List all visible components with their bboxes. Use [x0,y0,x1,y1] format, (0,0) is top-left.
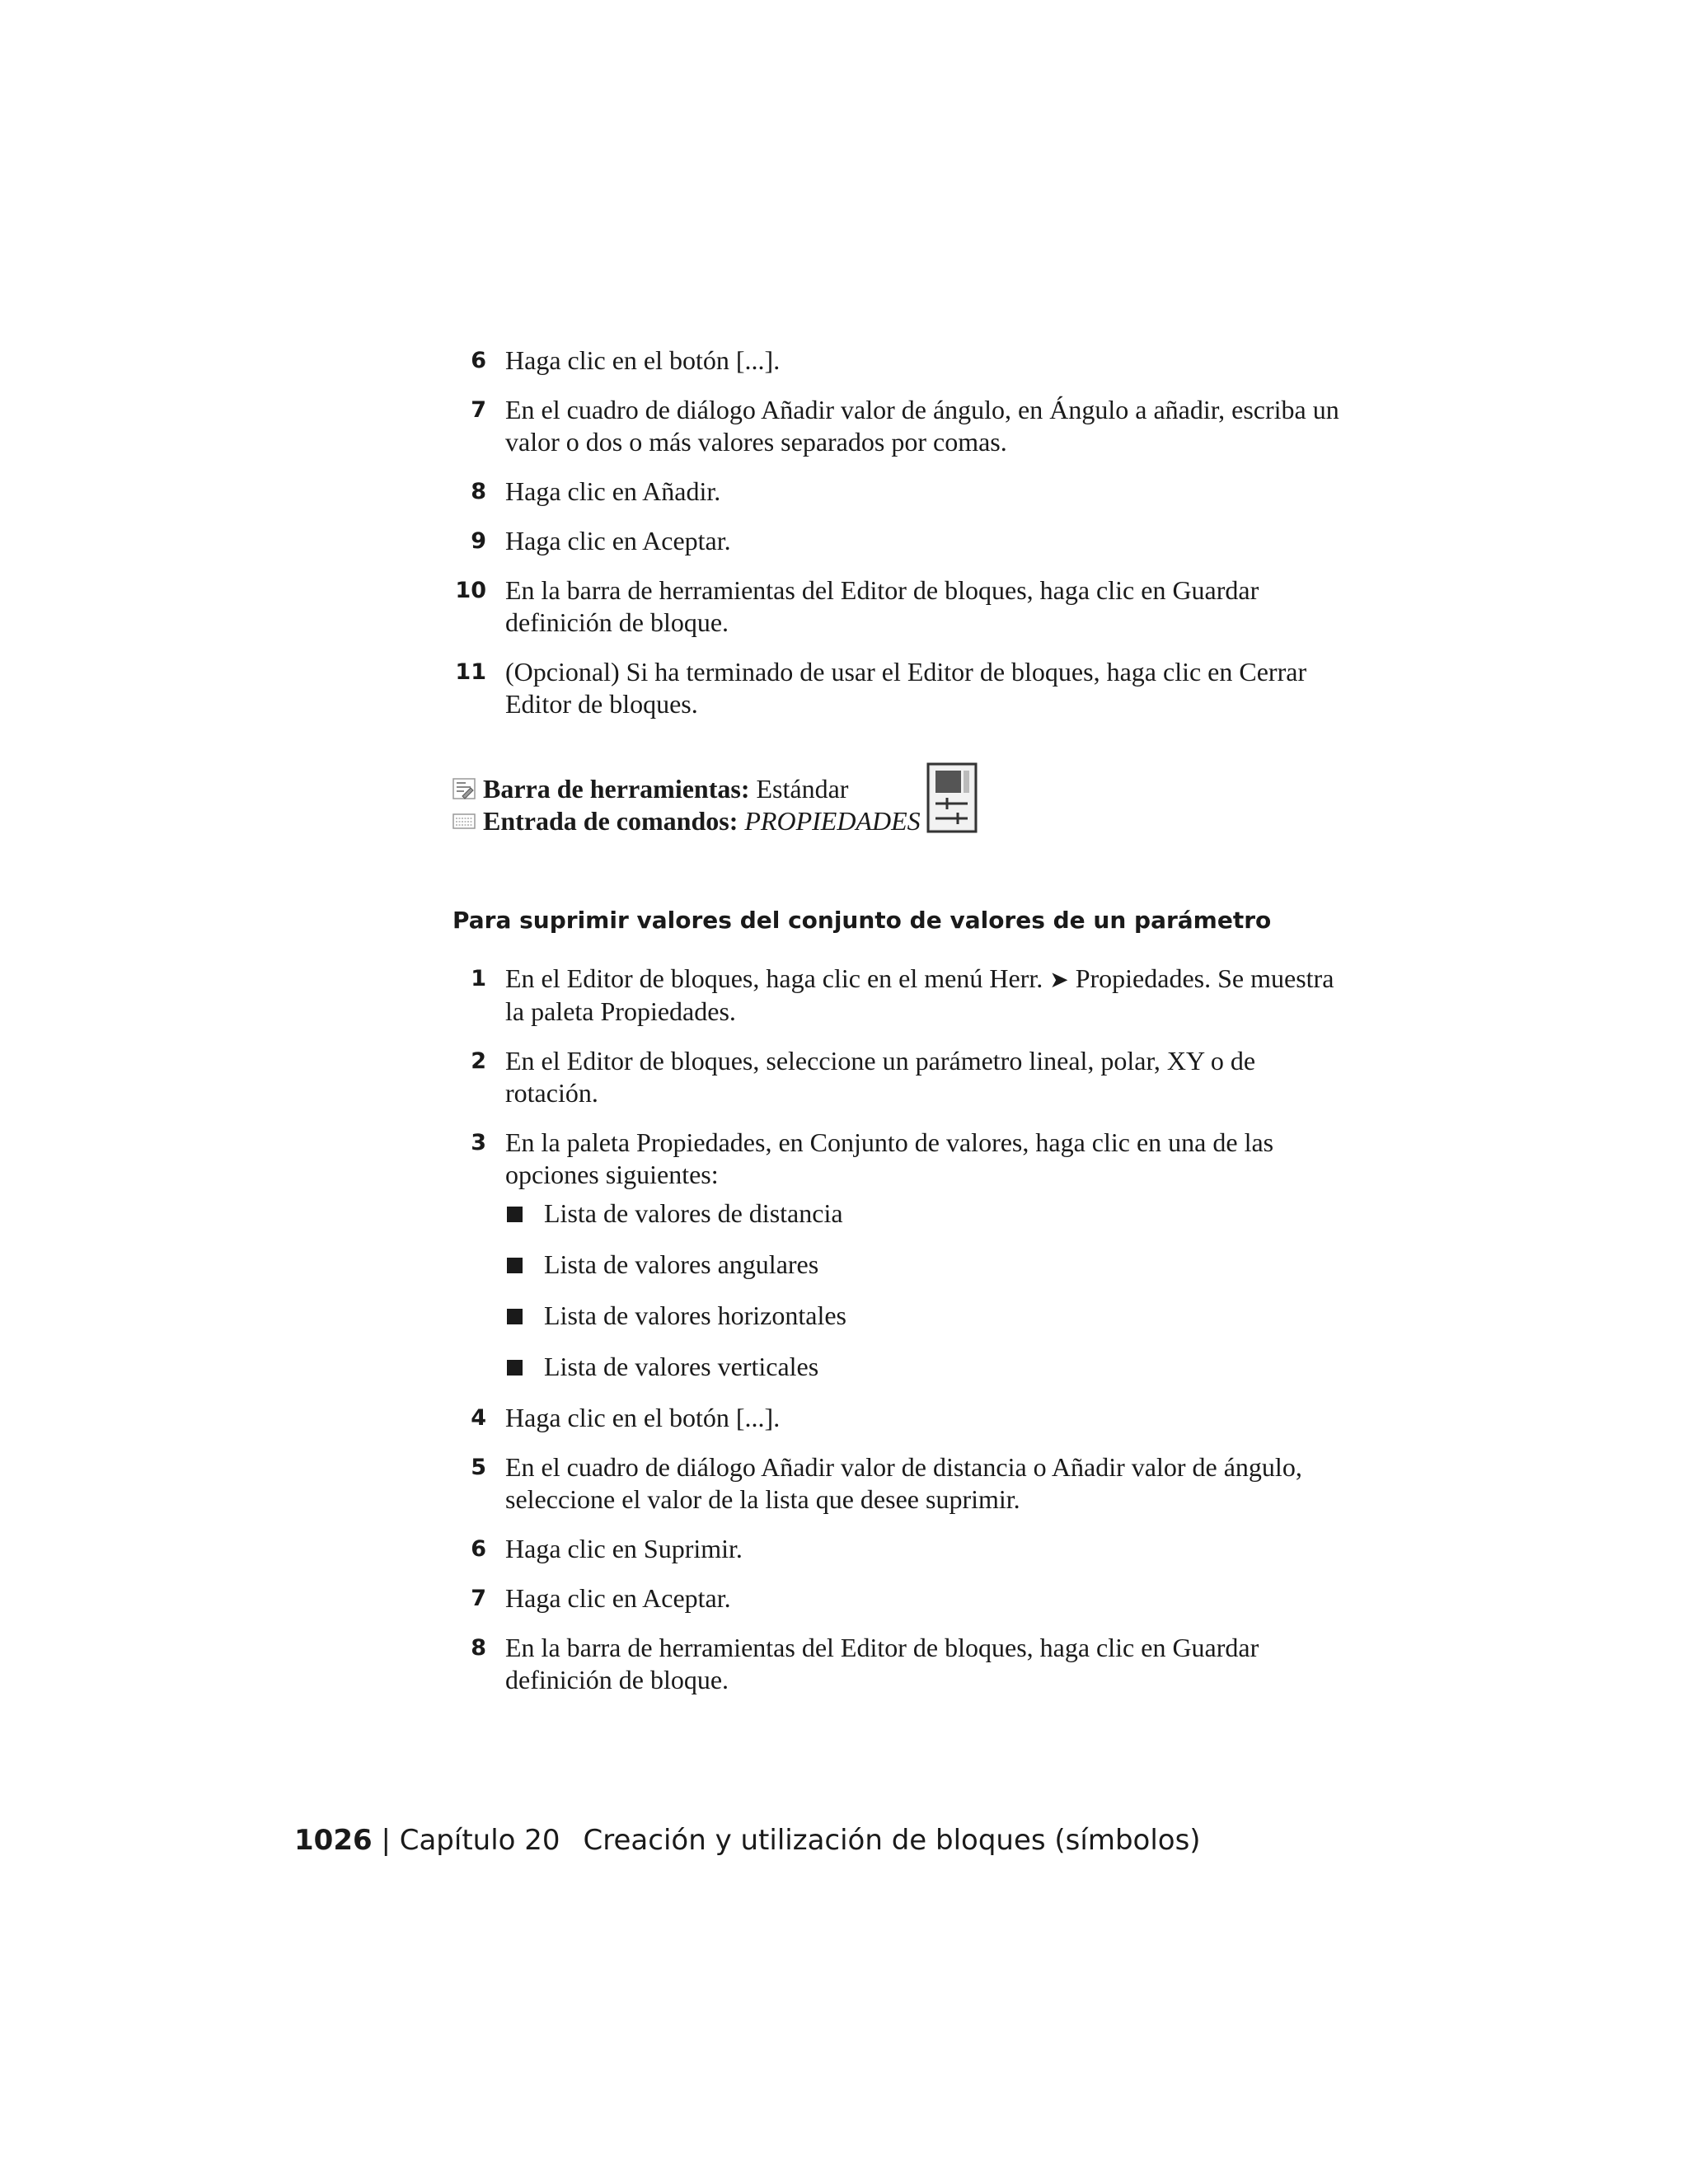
bullet-list [505,1197,1352,1383]
step-number: 8 [471,479,486,504]
list-item [445,1451,1352,1516]
bullet-text: Lista de valores angulares [544,1249,819,1279]
list-item [445,574,1352,639]
command-value: PROPIEDADES [744,806,921,836]
chapter-number: Capítulo 20 [399,1824,560,1857]
step-text: Haga clic en Añadir. [505,476,721,506]
step-text: Haga clic en Suprimir. [505,1534,743,1563]
step-text: En el Editor de bloques, haga clic en el menú Herr. [505,963,1043,993]
keyboard-icon [452,810,476,832]
command-reference [452,773,1029,837]
menu-arrow-icon: ➤ [1049,966,1069,993]
step-number: 7 [471,397,486,423]
section-heading: Para suprimir valores del conjunto de valores de un parámetro [452,907,1272,934]
list-item [445,1533,1352,1565]
step-text: Haga clic en Aceptar. [505,1583,731,1613]
step-text: Haga clic en Aceptar. [505,526,731,555]
step-number: 6 [471,348,486,373]
list-item [445,1127,1352,1383]
step-number: 1 [471,966,486,991]
list-item [445,476,1352,508]
step-text: (Opcional) Si ha terminado de usar el Editor de bloques, haga clic en Cerrar Editor de bloques. [505,657,1307,719]
bullet-item [505,1351,1352,1383]
step-text: En la barra de herramientas del Editor de bloques, haga clic en Guardar definición de bloque. [505,1633,1259,1694]
bullet-text: Lista de valores verticales [544,1352,819,1381]
bullet-square-icon [507,1258,523,1273]
list-item [445,1582,1352,1615]
bullet-item [505,1197,1352,1230]
list-item [445,394,1352,458]
toolbar-value: Estándar [756,774,849,804]
step-text: Haga clic en el botón [...]. [505,1403,781,1432]
footer-separator: | [381,1824,391,1857]
step-text: Haga clic en el botón [...]. [505,345,781,375]
step-number: 8 [471,1635,486,1661]
bullet-item [505,1249,1352,1281]
step-number: 4 [471,1405,486,1431]
page-footer [294,1822,1201,1858]
step-number: 11 [455,659,486,685]
bullet-square-icon [507,1360,523,1376]
bullet-square-icon [507,1207,523,1222]
command-label: Entrada de comandos: [483,806,738,836]
step-number: 9 [471,528,486,554]
step-text: En el cuadro de diálogo Añadir valor de distancia o Añadir valor de ángulo, seleccione el valor de la lista que desee suprimir. [505,1452,1302,1514]
step-text: Propiedades. Se muestra la paleta Propiedades. [505,963,1334,1026]
step-number: 5 [471,1455,486,1480]
list-item [445,344,1352,377]
toolbar-icon [452,778,476,799]
step-number: 2 [471,1048,486,1074]
toolbar-label: Barra de herramientas: [483,774,750,804]
chapter-title: Creación y utilización de bloques (símbolos) [583,1824,1201,1857]
bullet-item [505,1300,1352,1332]
step-text: En el cuadro de diálogo Añadir valor de ángulo, en Ángulo a añadir, escriba un valor o dos o más valores separados por comas. [505,395,1339,457]
step-number: 10 [455,578,486,603]
command-entry-reference [452,805,1029,837]
step-text: En la paleta Propiedades, en Conjunto de valores, haga clic en una de las opciones siguientes: [505,1127,1274,1189]
procedure-list-bottom [445,963,1352,1713]
list-item [445,1045,1352,1109]
list-item [445,1632,1352,1696]
step-text: En la barra de herramientas del Editor de bloques, haga clic en Guardar definición de bloque. [505,575,1259,637]
step-number: 7 [471,1586,486,1611]
list-item [445,656,1352,720]
step-number: 3 [471,1130,486,1155]
toolbar-reference [452,773,1029,805]
procedure-list-top [445,344,1352,738]
bullet-text: Lista de valores horizontales [544,1301,846,1330]
step-number: 6 [471,1536,486,1562]
step-text: En el Editor de bloques, seleccione un parámetro lineal, polar, XY o de rotación. [505,1046,1256,1108]
list-item [445,1402,1352,1434]
bullet-text: Lista de valores de distancia [544,1198,843,1228]
list-item [445,963,1352,1028]
page-number: 1026 [294,1824,373,1857]
bullet-square-icon [507,1309,523,1324]
list-item [445,525,1352,557]
